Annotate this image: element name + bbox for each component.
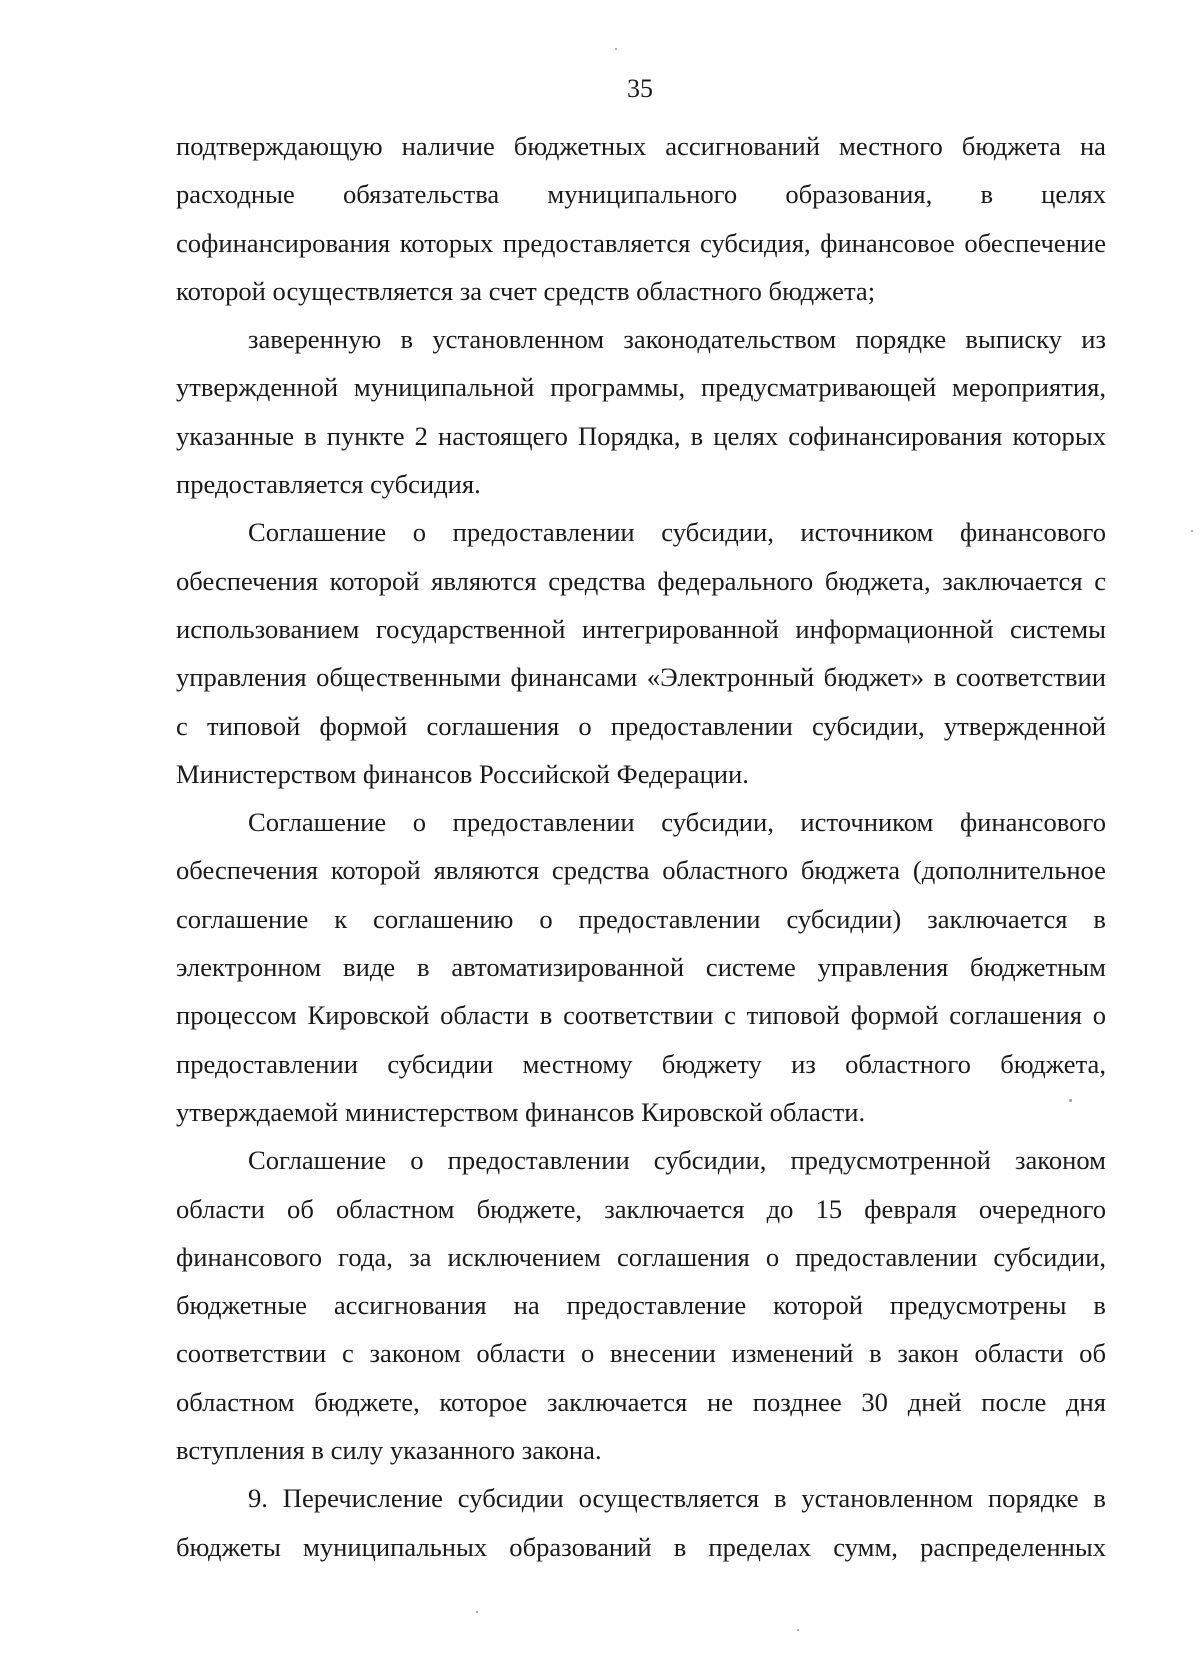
paragraph-federal-agreement: Соглашение о предоставлении субсидии, источником финансового обеспечения которой являются средства федерального бюджета, заключается с использованием государственной интегрированной информационной системы управления общественными финансами «Электронный бюджет» в соответствии с типовой формой соглашения о предоставлении субсидии, утвержденной Министерством финансов Российской Федерации. xyxy=(176,517,1106,789)
paragraph-subsidy-transfer: 9. Перечисление субсидии осуществляется в установленном порядке в бюджеты муниципальных образований в пределах сумм, распределенных xyxy=(176,1483,1106,1562)
paragraph-budget-confirmation: подтверждающую наличие бюджетных ассигнований местного бюджета на расходные обязательства муниципального образования, в целях софинансирования которых предоставляется субсидия, финансовое обеспечение которой осуществляется за счет средств областного бюджета; xyxy=(176,131,1106,306)
paragraph-agreement-deadline: Соглашение о предоставлении субсидии, предусмотренной законом области об областном бюджете, заключается до 15 февраля очередного финансового года, за исключением соглашения о предоставлении субсидии, бюджетные ассигнования на предоставление которой предусмотрены в соответствии с законом области о внесении изменений в закон области об областном бюджете, которое заключается не позднее 30 дней после дня вступления в силу указанного закона. xyxy=(176,1145,1106,1466)
scan-speck xyxy=(476,1611,478,1613)
scan-speck xyxy=(797,1629,799,1631)
document-body xyxy=(176,122,1106,1571)
page-number: 35 xyxy=(627,74,653,103)
scan-speck xyxy=(615,48,617,50)
paragraph-program-extract: заверенную в установленном законодательством порядке выписку из утвержденной муниципальной программы, предусматривающей мероприятия, указанные в пункте 2 настоящего Порядка, в целях софинансирования которых предоставляется субсидия. xyxy=(176,324,1106,500)
scan-speck xyxy=(1069,1099,1072,1102)
paragraph-regional-agreement: Соглашение о предоставлении субсидии, источником финансового обеспечения которой являются средства областного бюджета (дополнительное соглашение к соглашению о предоставлении субсидии) заключается в электронном виде в автоматизированной системе управления бюджетным процессом Кировской области в соответствии с типовой формой соглашения о предоставлении субсидии местному бюджету из областного бюджета, утверждаемой министерством финансов Кировской области. xyxy=(176,807,1106,1127)
scan-speck xyxy=(1191,530,1193,532)
